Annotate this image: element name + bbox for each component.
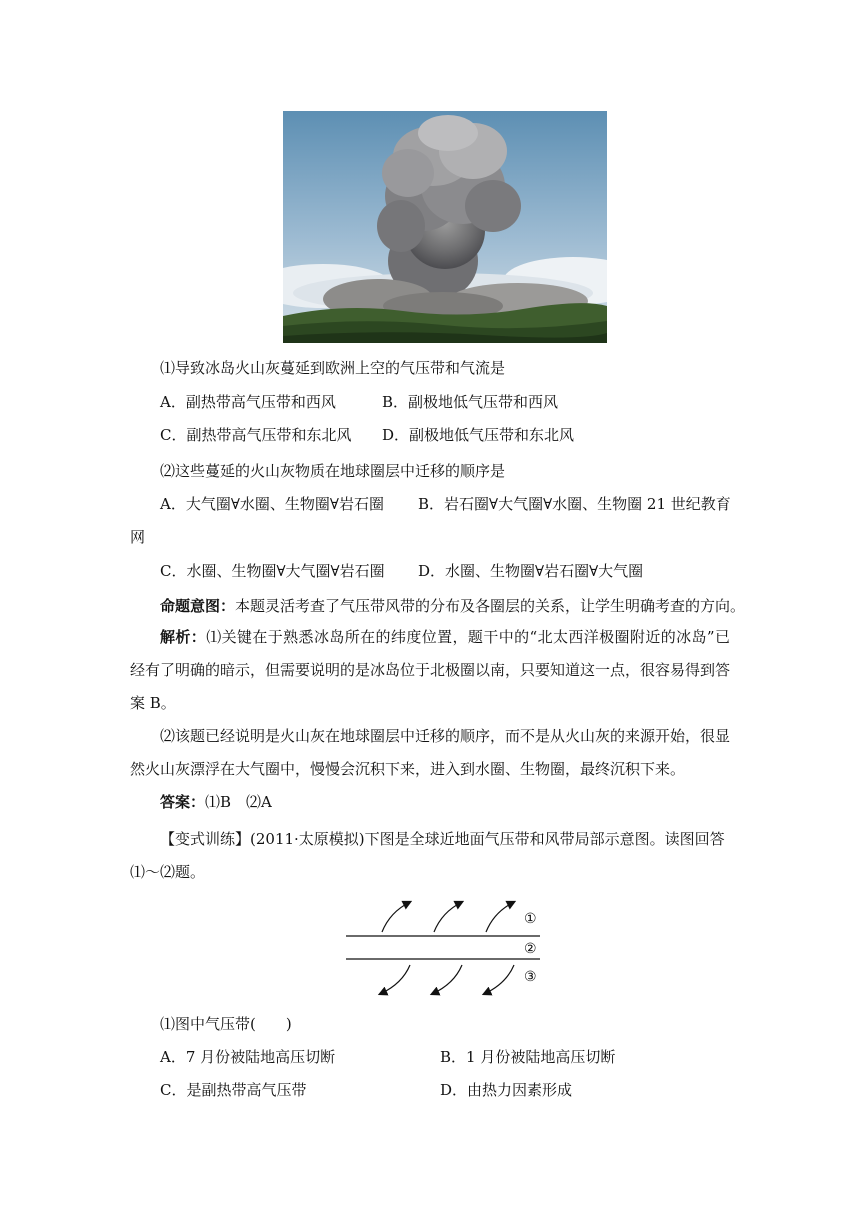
analysis-paragraph-2: ⑵该题已经说明是火山灰在地球圈层中迁移的顺序，而不是从火山灰的来源开始，很显然火山灰漂浮在大气圈中，慢慢会沉积下来，进入到水圈、生物圈，最终沉积下来。 (130, 727, 731, 778)
question-1-option-d: D．副极地低气压带和东北风 (382, 426, 575, 444)
label-1: ① (524, 911, 537, 927)
question-1-option-b: B．副极地低气压带和西风 (382, 393, 559, 411)
question-3-option-a: A．7 月份被陆地高压切断 (160, 1048, 336, 1066)
question-2-option-a: A．大气圈∀水圈、生物圈∀岩石圈 (160, 495, 384, 513)
label-3: ③ (524, 969, 537, 985)
question-1-option-a: A．副热带高气压带和西风 (160, 393, 336, 411)
upper-wind-arrow-2 (434, 902, 462, 932)
question-1-stem: ⑴导致冰岛火山灰蔓延到欧洲上空的气压带和气流是 (160, 359, 506, 377)
pressure-wind-belt-diagram (340, 896, 550, 1000)
question-2-option-c: C．水圈、生物圈∀大气圈∀岩石圈 (160, 562, 385, 580)
analysis-text-1: ⑴关键在于熟悉冰岛所在的纬度位置，题干中的“北太西洋极圈附近的冰岛”已经有了明确的暗示，但需要说明的是冰岛位于北极圈以南，只要知道这一点，很容易得到答案 B。 (130, 628, 731, 712)
question-3-stem: ⑴图中气压带( ) (160, 1015, 292, 1033)
analysis-paragraph-1 (130, 621, 730, 720)
question-3-option-c: C．是副热带高气压带 (160, 1081, 307, 1099)
question-2-option-b: B．岩石圈∀大气圈∀水圈、生物圈 21 世纪教育 (418, 495, 731, 513)
label-2: ② (524, 941, 537, 957)
lower-wind-arrow-1 (380, 965, 410, 994)
intent-paragraph (160, 596, 745, 616)
lower-wind-arrow-2 (432, 965, 462, 994)
question-1-option-c: C．副热带高气压带和东北风 (160, 426, 352, 444)
intent-text: 本题灵活考查了气压带风带的分布及各圈层的关系，让学生明确考查的方向。 (235, 597, 746, 615)
lower-wind-arrow-3 (484, 965, 514, 994)
answer-text: ⑴B ⑵A (205, 793, 272, 811)
variant-label: 【变式训练】 (160, 830, 251, 848)
variant-intro-line-2: ⑴～⑵题。 (130, 863, 206, 881)
upper-wind-arrow-3 (486, 902, 514, 932)
volcano-eruption-photo (283, 111, 607, 343)
variant-text: (2011·太原模拟)下图是全球近地面气压带和风带局部示意图。读图回答 (250, 830, 725, 848)
variant-intro-line-1 (160, 829, 725, 849)
intent-label: 命题意图： (160, 597, 236, 615)
answer-label: 答案： (160, 793, 206, 811)
upper-wind-arrow-1 (382, 902, 410, 932)
question-2-option-d: D．水圈、生物圈∀岩石圈∀大气圈 (418, 562, 644, 580)
answer-line (160, 792, 272, 812)
analysis-label: 解析： (160, 628, 207, 646)
question-2-option-b-wrap: 网 (130, 528, 146, 546)
question-3-option-d: D．由热力因素形成 (440, 1081, 573, 1099)
question-2-stem: ⑵这些蔓延的火山灰物质在地球圈层中迁移的顺序是 (160, 462, 506, 480)
question-3-option-b: B．1 月份被陆地高压切断 (440, 1048, 616, 1066)
